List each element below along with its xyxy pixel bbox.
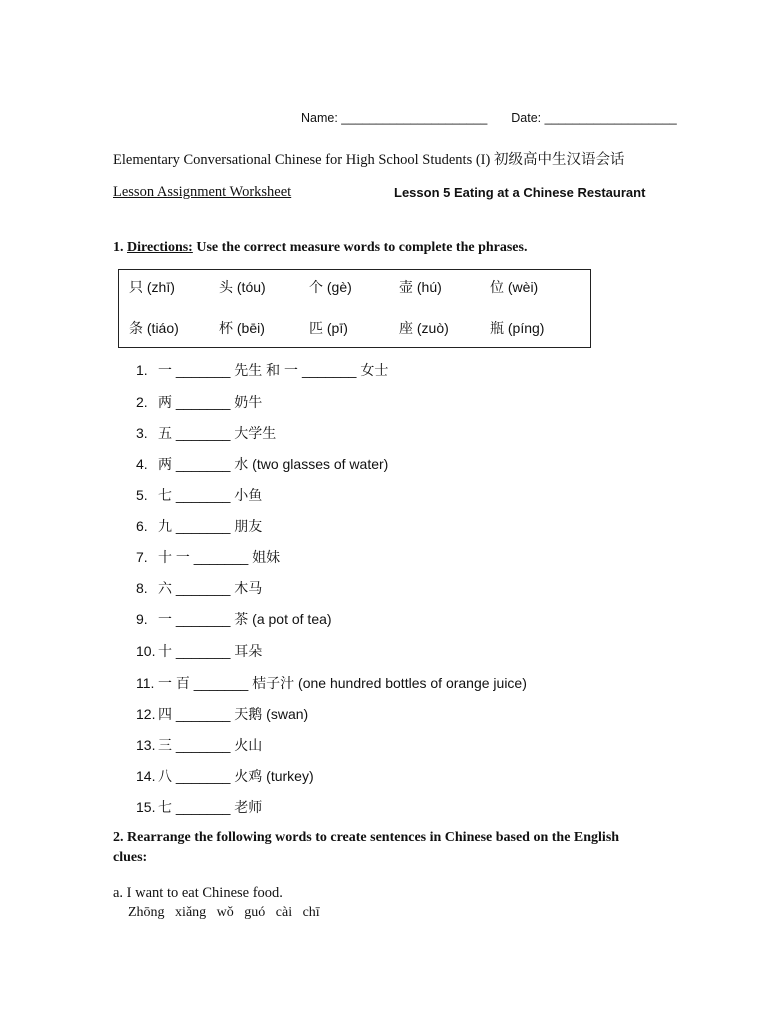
- exercise-text[interactable]: 七 _______ 小鱼: [158, 487, 263, 503]
- exercise-item: 10. 十 _______ 耳朵: [136, 643, 263, 659]
- measure-word: 位 (wèi): [490, 279, 539, 295]
- exercise-item: 7. 十 一 _______ 姐妹: [136, 549, 281, 565]
- measure-word: 杯 (bēi): [219, 320, 265, 336]
- measure-word: 座 (zuò): [399, 320, 449, 336]
- measure-word: 匹 (pī): [309, 320, 348, 336]
- exercise-item: 5. 七 _______ 小鱼: [136, 487, 263, 503]
- exercise-text[interactable]: 九 _______ 朋友: [158, 518, 263, 534]
- exercise-text[interactable]: 五 _______ 大学生: [158, 425, 277, 441]
- exercise-text[interactable]: 十 一 _______ 姐妹: [158, 549, 281, 565]
- clue-a-pinyin: Zhōng xiǎng wǒ guó cài chī: [128, 905, 320, 920]
- exercise-text[interactable]: 八 _______ 火鸡 (turkey): [158, 768, 314, 784]
- measure-word: 头 (tóu): [219, 279, 266, 295]
- measure-word-box: [118, 269, 591, 348]
- measure-word: 壶 (hú): [399, 279, 442, 295]
- lesson-title: Lesson 5 Eating at a Chinese Restaurant: [394, 185, 646, 200]
- date-field[interactable]: Date: ___________________: [511, 111, 677, 125]
- assignment-row: [113, 184, 653, 204]
- exercise-item: 8. 六 _______ 木马: [136, 580, 263, 596]
- measure-word: 个 (gè): [309, 279, 352, 295]
- exercise-text[interactable]: 两 _______ 奶牛: [158, 394, 263, 410]
- measure-word: 只 (zhī): [129, 279, 175, 295]
- exercise-item: 6. 九 _______ 朋友: [136, 518, 263, 534]
- name-field[interactable]: Name: _____________________: [301, 111, 488, 125]
- measure-word: 条 (tiáo): [129, 320, 179, 336]
- measure-word: 瓶 (píng): [490, 320, 545, 336]
- directions-text: Use the correct measure words to complete the phrases.: [192, 240, 528, 255]
- exercise-text[interactable]: 一 _______ 先生 和 一 _______ 女士: [158, 362, 389, 378]
- exercise-item: 14. 八 _______ 火鸡 (turkey): [136, 768, 314, 784]
- name-date-line: [301, 111, 677, 125]
- exercise-item: 9. 一 _______ 茶 (a pot of tea): [136, 611, 332, 627]
- exercise-text[interactable]: 四 _______ 天鹅 (swan): [158, 706, 309, 722]
- exercise-text[interactable]: 六 _______ 木马: [158, 580, 263, 596]
- exercise-item: 3. 五 _______ 大学生: [136, 425, 277, 441]
- exercise-item: 13. 三 _______ 火山: [136, 737, 263, 753]
- assignment-label: Lesson Assignment Worksheet: [113, 184, 292, 200]
- exercise-text[interactable]: 两 _______ 水 (two glasses of water): [158, 456, 389, 472]
- exercise-item: 1. 一 _______ 先生 和 一 _______ 女士: [136, 362, 389, 378]
- exercise-item: 12. 四 _______ 天鹅 (swan): [136, 706, 309, 722]
- section-1-number: 1.: [113, 240, 124, 255]
- exercise-text[interactable]: 三 _______ 火山: [158, 737, 263, 753]
- exercise-text[interactable]: 十 _______ 耳朵: [158, 643, 263, 659]
- course-title: Elementary Conversational Chinese for High School Students (I) 初级高中生汉语会话: [113, 152, 625, 168]
- section-1-directions: [113, 240, 527, 256]
- exercise-item: 4. 两 _______ 水 (two glasses of water): [136, 456, 389, 472]
- clue-a-english: a. I want to eat Chinese food.: [113, 885, 283, 901]
- exercise-item: 15. 七 _______ 老师: [136, 799, 263, 815]
- exercise-text[interactable]: 一 _______ 茶 (a pot of tea): [158, 611, 332, 627]
- exercise-item: 2. 两 _______ 奶牛: [136, 394, 263, 410]
- exercise-text[interactable]: 一 百 _______ 桔子汁 (one hundred bottles of orange juice): [158, 675, 527, 691]
- section-2-directions: 2. Rearrange the following words to create sentences in Chinese based on the English clues:: [113, 830, 620, 865]
- exercise-text[interactable]: 七 _______ 老师: [158, 799, 263, 815]
- exercise-item: 11. 一 百 _______ 桔子汁 (one hundred bottles of orange juice): [136, 675, 527, 691]
- directions-label: Directions:: [127, 240, 193, 255]
